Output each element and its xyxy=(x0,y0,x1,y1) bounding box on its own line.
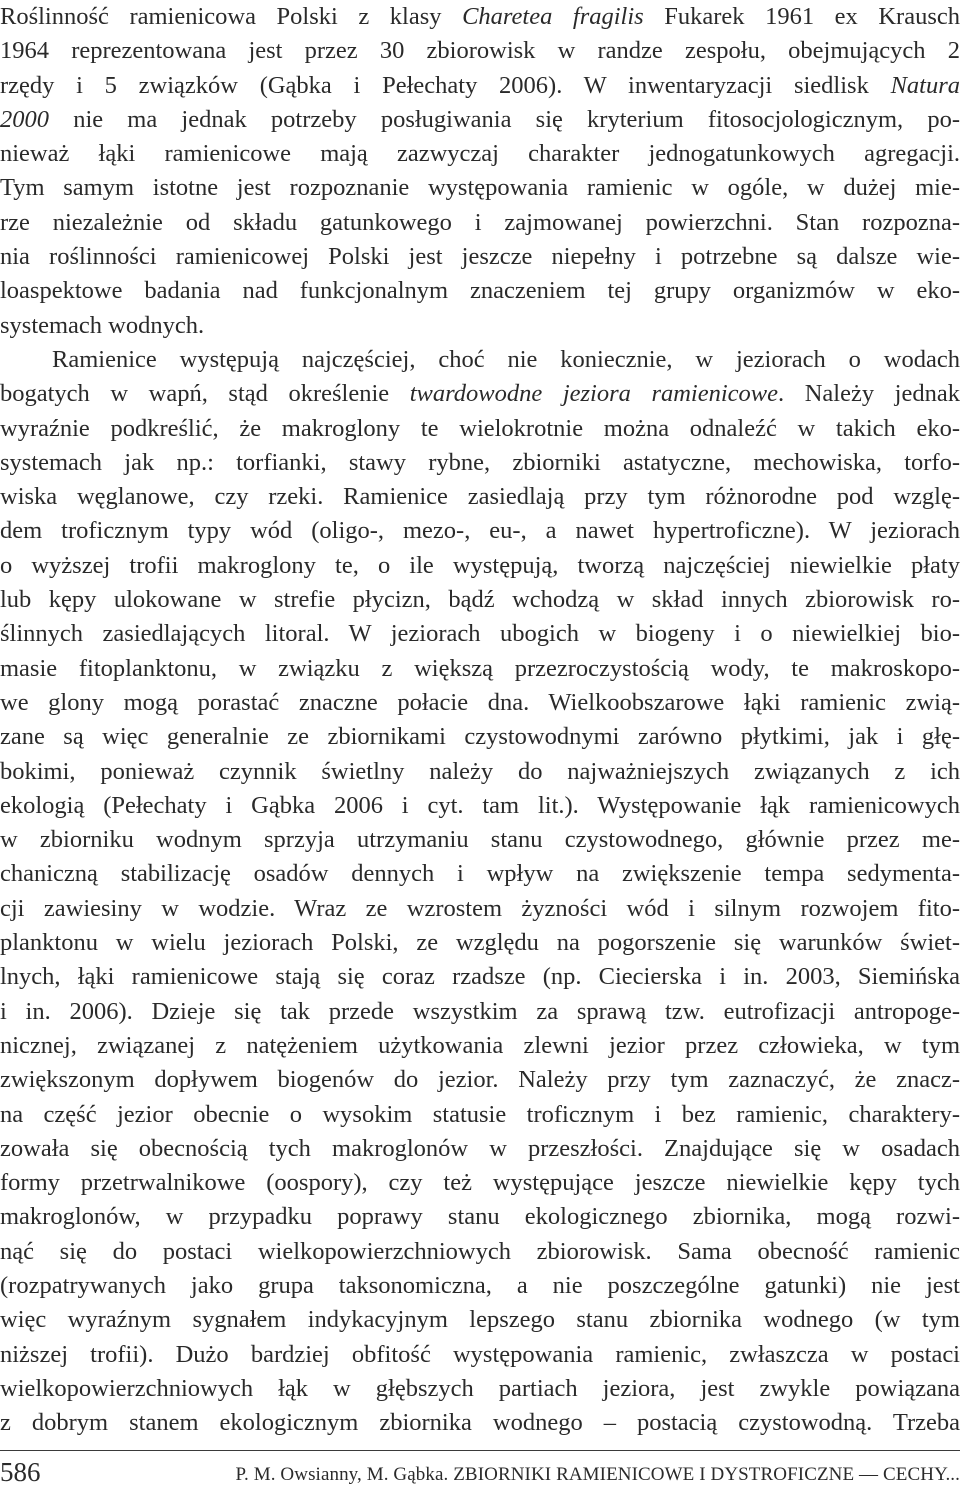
italic-term: Charetea fragilis xyxy=(462,3,644,30)
text-line xyxy=(0,240,960,274)
text-segment: lnych, łąki ramienicowe stają się coraz rzadsze (np. Ciecierska i in. 2003, Siemińska xyxy=(0,963,960,991)
text-segment: nicznej, związanej z natężeniem użytkowania zlewni jezior przez człowieka, w tym xyxy=(0,1031,960,1059)
text-line xyxy=(0,995,960,1029)
text-line xyxy=(0,892,960,926)
text-line xyxy=(0,1269,960,1303)
text-segment: nąć się do postaci wielkopowierzchniowych zbiorowisk. Sama obecność ramienic xyxy=(0,1237,960,1265)
text-line xyxy=(0,1200,960,1234)
text-segment: bogatych w wapń, stąd określenie xyxy=(0,380,410,408)
text-line xyxy=(0,1029,960,1063)
text-line xyxy=(0,1303,960,1337)
text-line xyxy=(0,1372,960,1406)
text-segment: Roślinność ramienicowa Polski z klasy xyxy=(0,3,463,30)
text-segment: zowała się obecnością tych makroglonów w przeszłości. Znajdujące się w osadach xyxy=(0,1134,960,1162)
text-segment: Tym samym istotne jest rozpoznanie występowania ramienic w ogóle, w dużej mie- xyxy=(0,174,960,202)
text-segment: bokimi, ponieważ czynnik świetlny należy do najważniejszych związanych z ich xyxy=(0,757,960,785)
text-segment: ekologią (Pełechaty i Gąbka 2006 i cyt. tam lit.). Występowanie łąk ramienicowych xyxy=(0,791,960,819)
text-line xyxy=(0,34,960,68)
text-line xyxy=(0,857,960,891)
text-segment: o wyższej trofii makroglony te, o ile występują, tworzą najczęściej niewielkie płaty xyxy=(0,551,960,579)
text-line xyxy=(0,514,960,548)
italic-term: twardowodne jeziora ramienicowe xyxy=(409,380,779,408)
text-segment: masie fitoplanktonu, w związku z większą przezroczystością wody, te makroskopo- xyxy=(0,654,960,682)
text-line xyxy=(0,1166,960,1200)
text-line xyxy=(0,274,960,308)
text-line xyxy=(0,926,960,960)
text-line xyxy=(0,343,960,377)
text-segment: więc wyraźnym sygnałem indykacyjnym lepszego stanu zbiornika wodnego (w tym xyxy=(0,1306,960,1334)
text-line xyxy=(0,789,960,823)
text-line xyxy=(0,549,960,583)
text-segment: systemach jak np.: torfianki, stawy rybne, zbiorniki astatyczne, mechowiska, torfo- xyxy=(0,448,960,476)
text-line xyxy=(0,720,960,754)
text-line xyxy=(0,1063,960,1097)
running-footer: P. M. Owsianny, M. Gąbka. ZBIORNIKI RAMIENICOWE I DYSTROFICZNE — CECHY... xyxy=(235,1464,960,1485)
text-segment: systemach wodnych. xyxy=(0,311,205,339)
text-line xyxy=(0,686,960,720)
text-line xyxy=(0,652,960,686)
text-line xyxy=(0,1338,960,1372)
text-line xyxy=(0,480,960,514)
text-segment: makroglonów, w przypadku poprawy stanu ekologicznego zbiornika, mogą rozwi- xyxy=(0,1203,960,1231)
text-segment: . Należy jednak xyxy=(778,380,960,408)
text-segment: we glony mogą porastać znaczne połacie dna. Wielkoobszarowe łąki ramienic zwią- xyxy=(0,688,960,716)
text-segment: niższej trofii). Dużo bardziej obfitość występowania ramienic, zwłaszcza w postaci xyxy=(0,1340,960,1368)
text-segment: (rozpatrywanych jako grupa taksonomiczna, a nie poszczególne gatunki) nie jest xyxy=(0,1271,960,1299)
text-segment: wielkopowierzchniowych łąk w głębszych partiach jeziora, jest zwykle powiązana xyxy=(0,1374,960,1402)
text-segment: na część jezior obecnie o wysokim statusie troficznym i bez ramienic, charaktery- xyxy=(0,1100,960,1128)
text-line xyxy=(0,412,960,446)
text-segment: w zbiorniku wodnym sprzyja utrzymaniu stanu czystowodnego, głównie przez me- xyxy=(0,826,960,854)
text-segment: nia roślinności ramienicowej Polski jest jeszcze niepełny i potrzebne są dalsze wie- xyxy=(0,243,960,271)
footer-rule xyxy=(0,1450,960,1451)
text-line xyxy=(0,171,960,205)
text-line xyxy=(0,617,960,651)
text-segment: lub kępy ulokowane w strefie płycizn, bądź wchodzą w skład innych zbiorowisk ro- xyxy=(0,586,960,614)
text-line xyxy=(0,1406,960,1440)
text-segment: z dobrym stanem ekologicznym zbiornika wodnego – postacią czystowodną. Trzeba xyxy=(0,1409,960,1437)
text-line xyxy=(0,960,960,994)
text-segment: wiska węglanowe, czy rzeki. Ramienice zasiedlają przy tym różnorodne pod wzglę- xyxy=(0,483,960,511)
text-line xyxy=(0,755,960,789)
text-segment: zane są więc generalnie ze zbiornikami czystowodnymi zarówno płytkimi, jak i głę- xyxy=(0,723,960,751)
italic-term: Natura xyxy=(890,71,960,99)
text-line xyxy=(0,0,960,34)
text-segment: planktonu w wielu jeziorach Polski, ze względu na pogorszenie się warunków świet- xyxy=(0,929,960,957)
text-line xyxy=(0,583,960,617)
text-line xyxy=(0,103,960,137)
text-line xyxy=(0,206,960,240)
italic-term: 2000 xyxy=(0,105,49,133)
text-line xyxy=(0,377,960,411)
text-segment: rze niezależnie od składu gatunkowego i zajmowanej powierzchni. Stan rozpozna- xyxy=(0,208,960,236)
text-segment: zwiększonym dopływem biogenów do jezior. Należy przy tym zaznaczyć, że znacz- xyxy=(0,1066,960,1094)
text-segment: 1964 reprezentowana jest przez 30 zbiorowisk w randze zespołu, obejmujących 2 xyxy=(0,37,960,65)
text-line xyxy=(0,1098,960,1132)
text-segment: loaspektowe badania nad funkcjonalnym znaczeniem tej grupy organizmów w eko- xyxy=(0,277,960,305)
text-segment: formy przetrwalnikowe (oospory), czy też występujące jeszcze niewielkie kępy tych xyxy=(0,1169,960,1197)
text-segment: rzędy i 5 związków (Gąbka i Pełechaty 2006). W inwentaryzacji siedlisk xyxy=(0,71,891,99)
text-line xyxy=(0,823,960,857)
page-number: 586 xyxy=(0,1457,41,1487)
text-line xyxy=(0,69,960,103)
text-segment: cji zawiesiny w wodzie. Wraz ze wzrostem żyzności wód i silnym rozwojem fito- xyxy=(0,894,960,922)
text-line xyxy=(0,1132,960,1166)
text-segment: chaniczną stabilizację osadów dennych i wpływ na zwiększenie tempa sedymenta- xyxy=(0,860,960,888)
text-segment: Fukarek 1961 ex Krausch xyxy=(643,3,960,30)
text-line xyxy=(0,446,960,480)
text-line xyxy=(0,137,960,171)
text-segment: i in. 2006). Dzieje się tak przede wszystkim za sprawą tzw. eutrofizacji antropoge- xyxy=(0,997,960,1025)
text-segment: dem troficznym typy wód (oligo-, mezo-, eu-, a nawet hypertroficzne). W jeziorach xyxy=(0,517,960,545)
text-segment: nie ma jednak potrzeby posługiwania się kryterium fitosocjologicznym, po- xyxy=(49,105,960,133)
text-segment: ślinnych zasiedlających litoral. W jeziorach ubogich w biogeny i o niewielkiej bio- xyxy=(0,620,960,648)
text-line xyxy=(0,1235,960,1269)
text-segment: wyraźnie podkreślić, że makroglony te wielokrotnie można odnaleźć w takich eko- xyxy=(0,414,960,442)
text-line xyxy=(0,309,960,343)
text-segment: nieważ łąki ramienicowe mają zazwyczaj charakter jednogatunkowych agregacji. xyxy=(0,140,960,168)
text-segment: Ramienice występują najczęściej, choć nie koniecznie, w jeziorach o wodach xyxy=(52,345,960,373)
